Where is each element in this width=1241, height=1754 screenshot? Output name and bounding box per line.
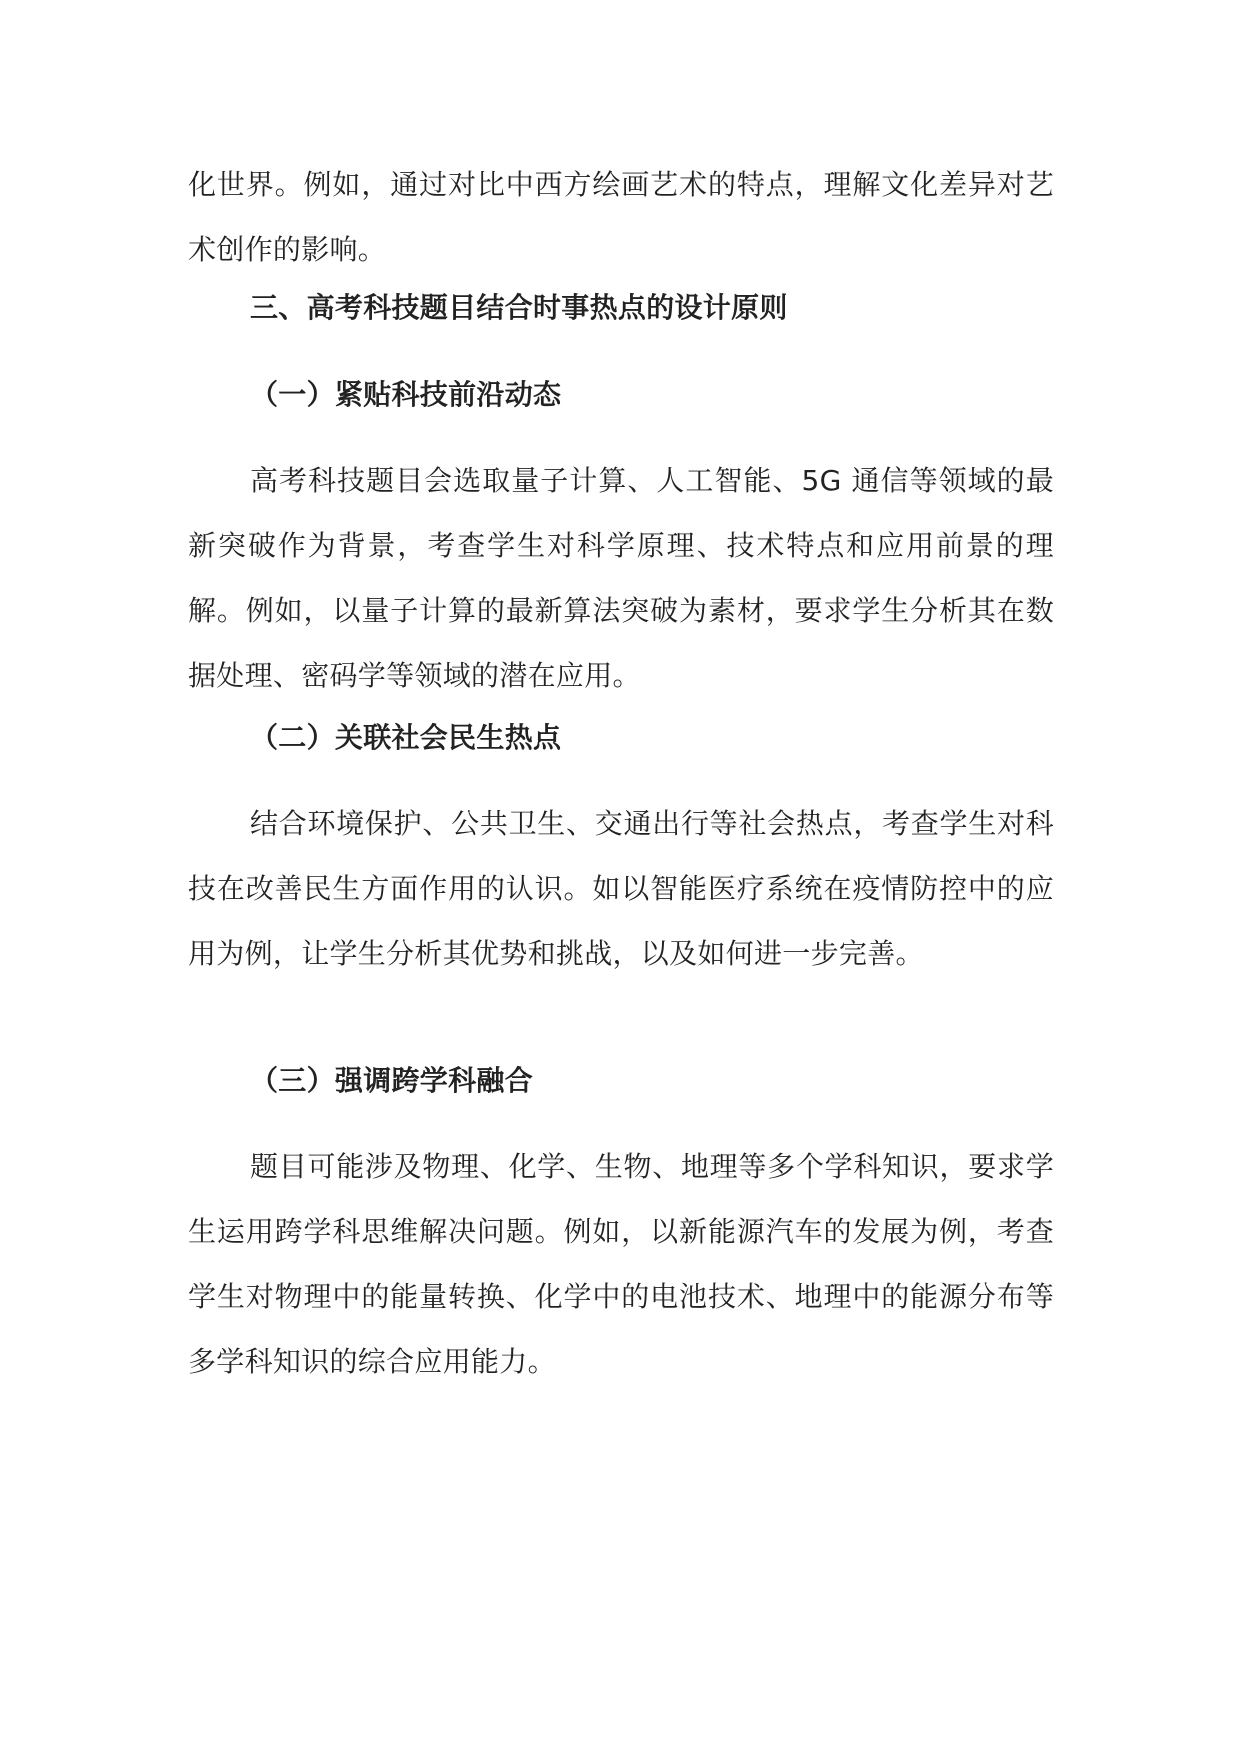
subsection-heading-1: （一）紧贴科技前沿动态 bbox=[250, 378, 562, 411]
subsection-heading-3: （三）强调跨学科融合 bbox=[250, 1064, 534, 1097]
subsection-heading-2: （二）关联社会民生热点 bbox=[250, 721, 562, 754]
continuation-paragraph: 化世界。例如，通过对比中西方绘画艺术的特点，理解文化差异对艺术创作的影响。 bbox=[188, 168, 1054, 266]
subsection-paragraph-1: 高考科技题目会选取量子计算、人工智能、5G 通信等领域的最新突破作为背景，考查学生对科学原理、技术特点和应用前景的理解。例如，以量子计算的最新算法突破为素材，要求学生分析其在数据处理、密码学等领域的潜在应用。 bbox=[188, 464, 1054, 692]
section-heading: 三、高考科技题目结合时事热点的设计原则 bbox=[250, 291, 788, 324]
subsection-paragraph-2: 结合环境保护、公共卫生、交通出行等社会热点，考查学生对科技在改善民生方面作用的认识。如以智能医疗系统在疫情防控中的应用为例，让学生分析其优势和挑战，以及如何进一步完善。 bbox=[188, 807, 1054, 970]
subsection-paragraph-3: 题目可能涉及物理、化学、生物、地理等多个学科知识，要求学生运用跨学科思维解决问题。例如，以新能源汽车的发展为例，考查学生对物理中的能量转换、化学中的电池技术、地理中的能源分布等多学科知识的综合应用能力。 bbox=[188, 1150, 1054, 1378]
